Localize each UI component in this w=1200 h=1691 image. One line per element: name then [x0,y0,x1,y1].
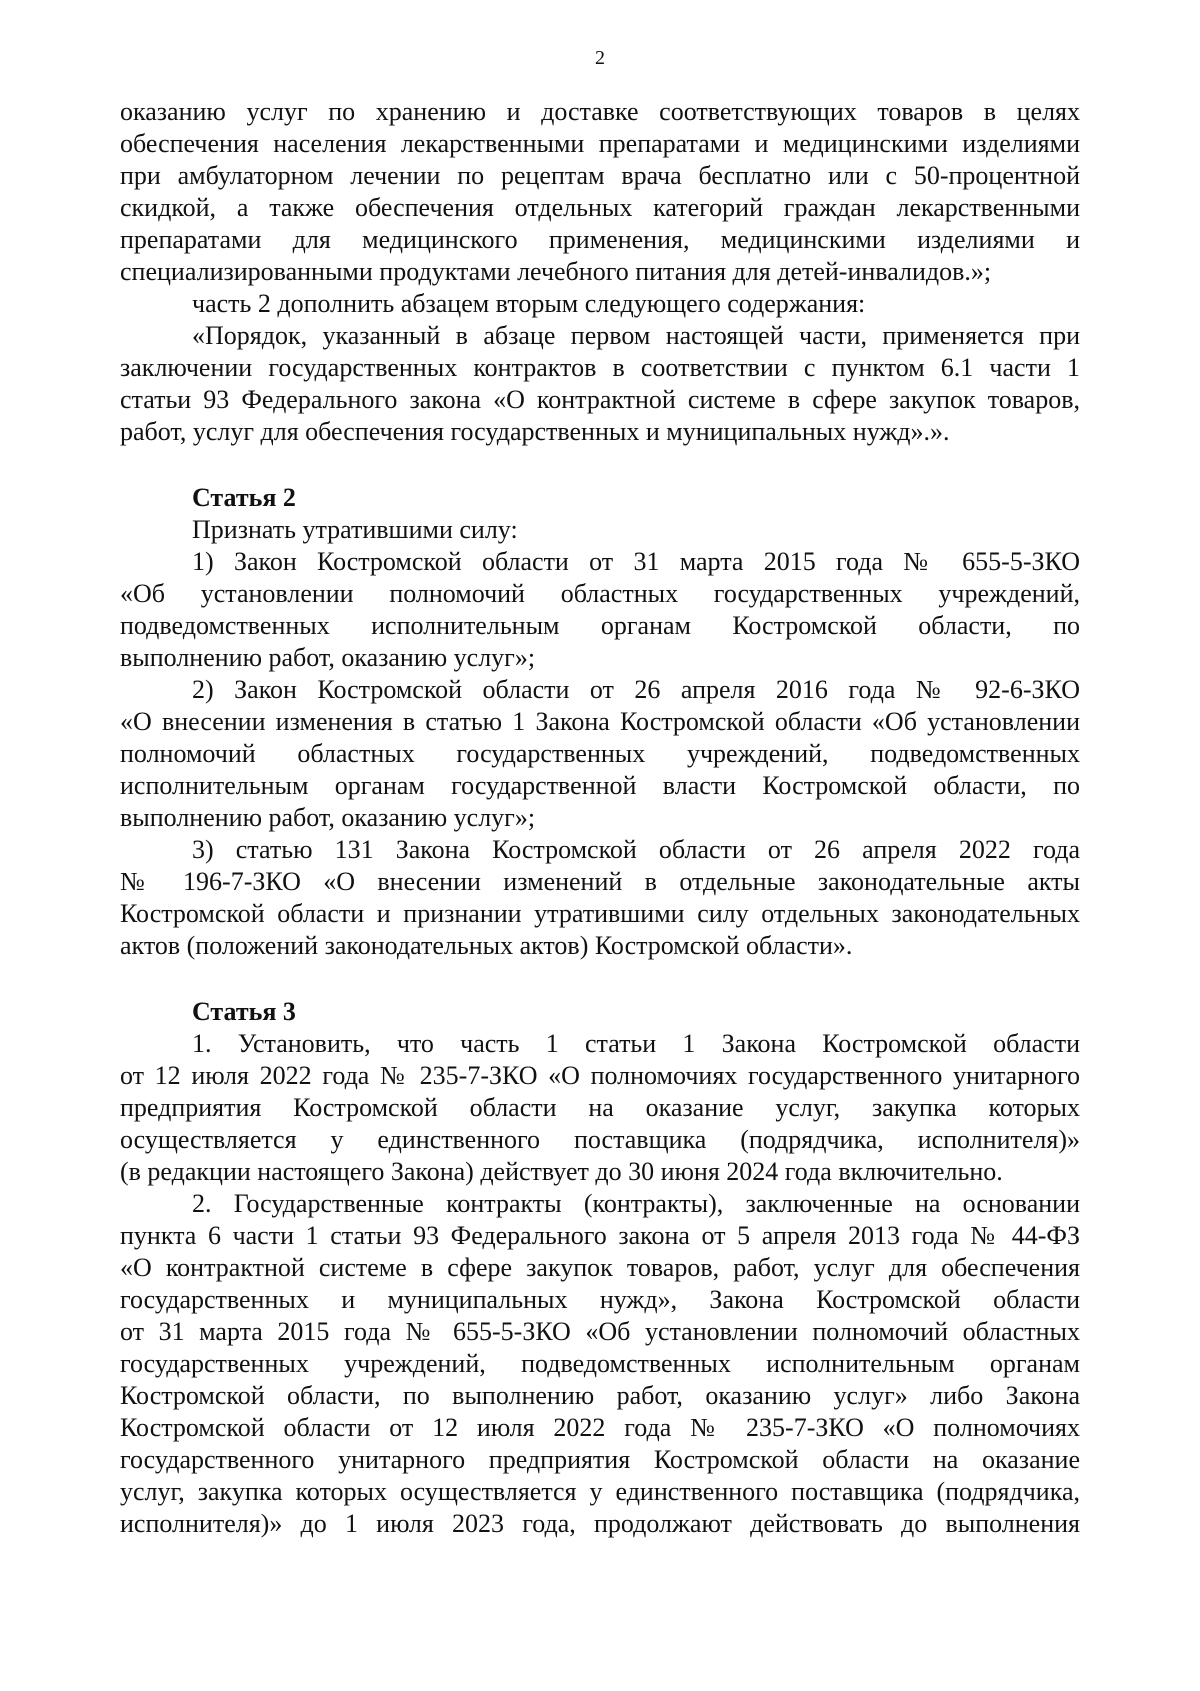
text-line: услуг, закупка которых осуществляется у единственного поставщика (подрядчика, [120,1477,1080,1506]
text-line: актов (положений законодательных актов) Костромской области». [120,931,853,960]
article-3 [120,996,1080,1540]
text-line: «О контрактной системе в сфере закупок товаров, работ, услуг для обеспечения [120,1253,1080,1282]
amendment-intro: часть 2 дополнить абзацем вторым следующего содержания: [192,289,866,318]
text-line: обеспечения населения лекарственными препаратами и медицинскими изделиями [120,129,1080,158]
spacer [120,448,1080,482]
text-line: выполнению работ, оказанию услуг»; [120,803,536,832]
text-line: государственных и муниципальных нужд», Закона Костромской области [120,1285,1080,1314]
article-3-item-1 [120,1028,1080,1188]
text-line: работ, услуг для обеспечения государственных и муниципальных нужд».». [120,417,950,446]
text-line: (в редакции настоящего Закона) действует до 30 июня 2024 года включительно. [120,1157,1003,1186]
text-line: препаратами для медицинского применения, медицинскими изделиями и [120,225,1080,254]
article-2-item-2 [120,674,1080,834]
text-line: 1) Закон Костромской области от 31 марта 2015 года № 655-5-ЗКО [192,547,1080,576]
text-line: 1. Установить, что часть 1 статьи 1 Закона Костромской области [192,1029,1080,1058]
text-line: полномочий областных государственных учреждений, подведомственных [120,739,1080,768]
article-2-item-3 [120,834,1080,962]
text-line: специализированными продуктами лечебного питания для детей-инвалидов.»; [120,257,992,286]
text-line: государственных учреждений, подведомственных исполнительным органам [120,1349,1080,1378]
text-line: осуществляется у единственного поставщика (подрядчика, исполнителя)» [120,1125,1080,1154]
text-line: оказанию услуг по хранению и доставке соответствующих товаров в целях [120,97,1080,126]
text-line: 3) статью 131 Закона Костромской области от 26 апреля 2022 года [192,835,1080,864]
text-line: «Порядок, указанный в абзаце первом настоящей части, применяется при [192,321,1080,350]
page-number: 2 [595,47,605,69]
text-line: статьи 93 Федерального закона «О контрактной системе в сфере закупок товаров, [120,385,1080,414]
text-line: исполнительным органам государственной власти Костромской области, по [120,771,1080,800]
text-line: исполнителя)» до 1 июля 2023 года, продолжают действовать до выполнения [120,1509,1080,1538]
text-line: от 31 марта 2015 года № 655-5-ЗКО «Об установлении полномочий областных [120,1317,1080,1346]
text-line: Костромской области от 12 июля 2022 года № 235-7-ЗКО «О полномочиях [120,1413,1080,1442]
amendment-continuation-paragraph [120,96,1080,288]
text-line: 2. Государственные контракты (контракты), заключенные на основании [192,1189,1080,1218]
text-line: Костромской области, по выполнению работ, оказанию услуг» либо Закона [120,1381,1080,1410]
text-line: от 12 июля 2022 года № 235-7-ЗКО «О полномочиях государственного унитарного [120,1061,1080,1090]
spacer [120,962,1080,996]
text-line: государственного унитарного предприятия Костромской области на оказание [120,1445,1080,1474]
text-line: 2) Закон Костромской области от 26 апреля 2016 года № 92-6-ЗКО [192,675,1080,704]
text-line: № 196-7-ЗКО «О внесении изменений в отдельные законодательные акты [120,867,1080,896]
article-2-item-1 [120,546,1080,674]
text-line: Костромской области и признании утратившими силу отдельных законодательных [120,899,1080,928]
text-line: пункта 6 части 1 статьи 93 Федерального закона от 5 апреля 2013 года № 44-ФЗ [120,1221,1080,1250]
text-line: «Об установлении полномочий областных государственных учреждений, [120,579,1080,608]
text-line: скидкой, а также обеспечения отдельных категорий граждан лекарственными [120,193,1080,222]
amendment-quote-paragraph [120,320,1080,448]
text-line: предприятия Костромской области на оказание услуг, закупка которых [120,1093,1080,1122]
text-line: заключении государственных контрактов в соответствии с пунктом 6.1 части 1 [120,353,1080,382]
article-2-title: Статья 2 [192,483,296,512]
article-3-title: Статья 3 [192,997,296,1026]
article-2-intro: Признать утратившими силу: [192,515,518,544]
text-line: при амбулаторном лечении по рецептам врача бесплатно или с 50-процентной [120,161,1080,190]
article-3-item-2 [120,1188,1080,1540]
document-body [120,96,1080,1540]
text-line: «О внесении изменения в статью 1 Закона Костромской области «Об установлении [120,707,1080,736]
text-line: подведомственных исполнительным органам Костромской области, по [120,611,1080,640]
text-line: выполнению работ, оказанию услуг»; [120,643,536,672]
article-2 [120,482,1080,962]
